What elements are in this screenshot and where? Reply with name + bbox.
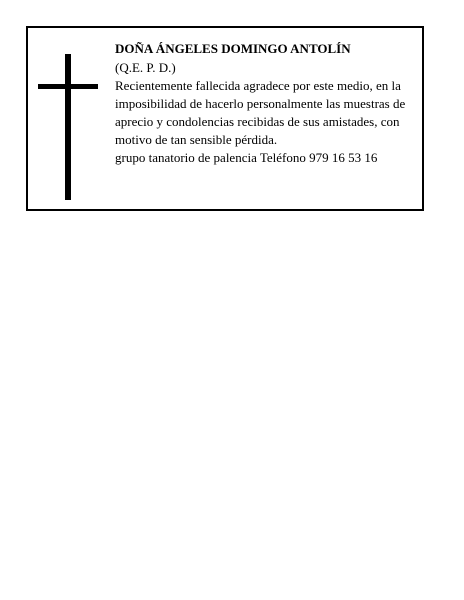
obituary-notice [26, 26, 424, 211]
notice-text-block [115, 40, 423, 167]
qepd-label: (Q.E. P. D.) [115, 60, 176, 75]
cross-icon [38, 54, 98, 200]
deceased-name: DOÑA ÁNGELES DOMINGO ANTOLÍN [115, 41, 351, 56]
funeral-home-contact: grupo tanatorio de palencia Teléfono 979 16 53 16 [115, 150, 378, 165]
cross-vertical-bar [65, 54, 71, 200]
acknowledgement-message: Recientemente fallecida agradece por este medio, en la imposibilidad de hacerlo personalmente las muestras de aprecio y condolencias recibidas de sus amistades, con motivo de tan sensible pérdida. [115, 78, 406, 147]
cross-horizontal-bar [38, 84, 98, 89]
